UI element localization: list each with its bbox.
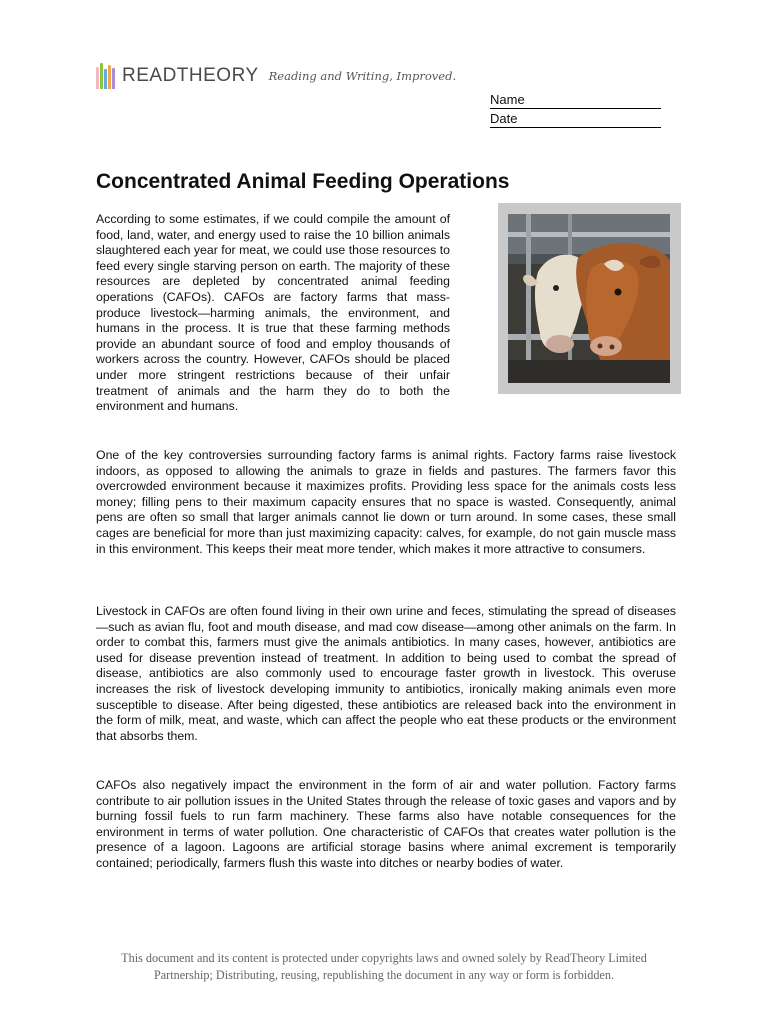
name-field: Name <box>490 92 661 109</box>
header <box>96 62 456 90</box>
tagline: Reading and Writing, Improved. <box>268 69 457 83</box>
brand-name: READTHEORY <box>122 65 259 86</box>
books-icon <box>96 63 116 89</box>
date-field: Date <box>490 111 661 128</box>
footer-line-2: Partnership; Distributing, reusing, republishing the document in any way or form is forbidden. <box>153 968 614 982</box>
paragraph-4: CAFOs also negatively impact the environment in the form of air and water pollution. Factory farms contribute to air pollution issues in the United States through the release of toxic gases and vapors and by burning fossil fuels to run farm machinery. These farms also have notable consequences for the environment in terms of water pollution. One characteristic of CAFOs that creates water pollution is the presence of a lagoon. Lagoons are artificial storage basins where animal excrement is temporarily contained; periodically, farmers flush this waste into ditches or nearby bodies of water. <box>96 778 676 870</box>
paragraph-2: One of the key controversies surrounding factory farms is animal rights. Factory farms raise livestock indoors, as opposed to allowing the animals to graze in fields and pastures. The farmers favor this overcrowded environment because it maximizes profits. Providing less space for the animals costs less money; filling pens to their maximum capacity ensures that no space is wasted. Consequently, animal pens are often so small that larger animals cannot lie down or turn around. In some cases, these small cages are beneficial for more than just maximizing capacity: calves, for example, do not gain muscle mass in this environment. This keeps their meat more tender, which makes it more attractive to consumers. <box>96 448 676 556</box>
paragraph-1: According to some estimates, if we could compile the amount of food, land, water, and energy used to raise the 10 billion animals slaughtered each year for meat, we could use those resources to feed every single starving person on earth. The majority of these resources are depleted by concentrated animal feeding operations (CAFOs). CAFOs are factory farms that mass-produce livestock—harming animals, the environment, and humans in the process. It is true that these farming methods provide an abundant source of food and employ thousands of workers across the country. However, CAFOs should be placed under more stringent restrictions because of their unfair treatment of animals and the harm they do to both the environment and humans. <box>96 212 450 414</box>
photo-frame <box>498 203 681 394</box>
cows-photo <box>508 214 670 383</box>
footer-line-1: This document and its content is protected under copyrights laws and owned solely by ReadTheory Limited <box>121 951 647 965</box>
copyright-footer <box>80 950 688 984</box>
page-title: Concentrated Animal Feeding Operations <box>96 170 510 193</box>
paragraph-3: Livestock in CAFOs are often found living in their own urine and feces, stimulating the spread of diseases—such as avian flu, foot and mouth disease, and mad cow disease—among other animals on the farm. In order to combat this, farmers must give the animals antibiotics. In many cases, however, antibiotics are used for disease prevention instead of treatment. In addition to being used to combat the spread of disease, antibiotics are also commonly used to encourage faster growth in livestock. This overuse increases the risk of livestock developing immunity to antibiotics, ironically making animals even more susceptible to disease. After being digested, these antibiotics are released back into the environment in the form of milk, meat, and waste, which can affect the people who eat these products or the environment that absorbs them. <box>96 604 676 743</box>
